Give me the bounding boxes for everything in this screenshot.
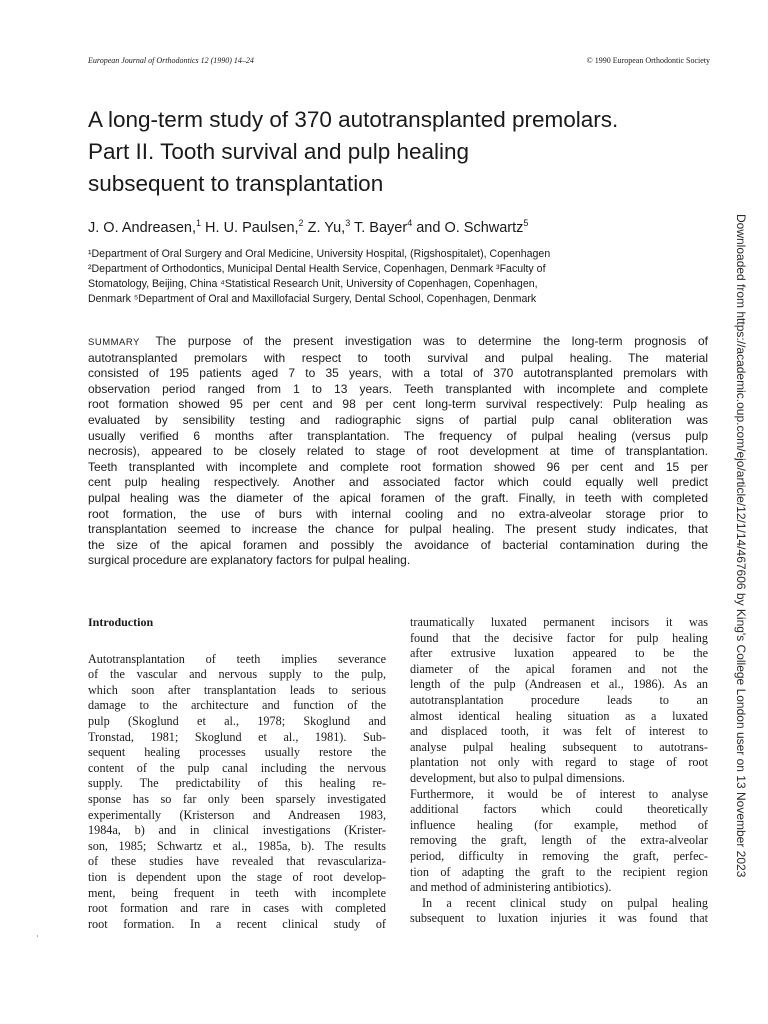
body-line: 1984a, b) and in clinical investigations (Krister- (88, 823, 386, 838)
section-heading-introduction: Introduction (88, 615, 154, 629)
summary-line: usually verified 6 months after transplantation. The frequency of pulpal healing (versus pulp (88, 428, 708, 443)
body-line: experimentally (Kristerson and Andreasen 1983, (88, 807, 386, 822)
body-line: Furthermore, it would be of interest to analyse (410, 786, 708, 801)
author-affiliation-mark: 4 (407, 218, 413, 228)
author-list (88, 218, 708, 236)
body-line: ment, being frequent in teeth with incomplete (88, 885, 386, 900)
author-affiliation-mark: 5 (523, 218, 529, 228)
author-name: H. U. Paulsen, (201, 219, 299, 236)
body-line: tion is dependent upon the stage of root develop- (88, 869, 386, 884)
summary-line: root formation, the use of burs with internal cooling and no extra-alveolar storage prior to (88, 506, 708, 521)
article-title (88, 104, 728, 200)
margin-mark: · (36, 932, 39, 941)
left-column (88, 615, 386, 932)
summary-line: root formation showed 95 per cent and 98 per cent long-term survival respectively: Pulp healing as (88, 397, 708, 412)
summary-line: autotransplanted premolars with respect to tooth survival and pulpal healing. The material (88, 350, 708, 365)
body-line: additional factors which could theoretically (410, 802, 708, 817)
body-line: pulp (Skoglund et al., 1978; Skoglund and (88, 713, 386, 728)
summary-label: SUMMARY (88, 337, 140, 348)
body-line: development, but also to pulpal dimensions. (410, 770, 625, 785)
author-name: J. O. Andreasen, (88, 219, 197, 236)
author-affiliation-mark: 3 (345, 218, 351, 228)
affiliation-line: ²Department of Orthodontics, Municipal Dental Health Service, Copenhagen, Denmark ³Faculty of (88, 263, 546, 275)
summary-line: the size of the apical foramen and possibly the avoidance of bacterial contamination during the (88, 537, 708, 552)
body-line: analyse pulpal healing subsequent to autotrans- (410, 739, 708, 754)
body-line: removing the graft, length of the extra-alveolar (410, 833, 708, 848)
summary-line: evaluated by sensibility testing and radiographic signs of partial pulp canal obliteration was (88, 412, 708, 427)
body-line: which soon after transplantation leads to serious (88, 682, 386, 697)
summary-line: necrosis), appeared to be closely related to stage of root development at time of transplantation. (88, 444, 708, 459)
body-line: Autotransplantation of teeth implies severance (88, 651, 386, 666)
summary-line: transplantation seemed to increase the chance for pulpal healing. The present study indicates, that (88, 522, 708, 537)
body-line: son, 1985; Schwartz et al., 1985a, b). The results (88, 838, 386, 853)
body-line: sponse has so far only been sparsely investigated (88, 791, 386, 806)
summary-abstract (88, 334, 708, 569)
author-name: T. Bayer (350, 219, 408, 236)
summary-line: consisted of 195 patients aged 7 to 35 years, with a total of 370 autotransplanted premolars with (88, 366, 708, 381)
summary-line: surgical procedure are explanatory factors for pulpal healing. (88, 553, 411, 568)
body-line: after extrusive luxation appeared to be the (410, 646, 708, 661)
summary-line: pulpal healing was the diameter of the apical foramen of the graft. Finally, in teeth with completed (88, 490, 708, 505)
body-line: of the vascular and nervous supply to the pulp, (88, 667, 386, 682)
body-line: In a recent clinical study on pulpal healing (422, 895, 708, 910)
affiliation-line: Stomatology, Beijing, China ⁴Statistical Research Unit, University of Copenhagen, Copenhagen, (88, 278, 538, 290)
body-line: and method of administering antibiotics). (410, 880, 612, 895)
summary-text: The purpose of the present investigation was to determine the long-term prognosis of (155, 334, 709, 348)
body-line: diameter of the apical foramen and not the (410, 661, 708, 676)
body-line: autotransplantation procedure leads to an (410, 692, 708, 707)
body-paragraph (88, 652, 386, 933)
body-line: found that the decisive factor for pulp healing (410, 630, 708, 645)
body-line: tion of adapting the graft to the recipient region (410, 864, 708, 879)
affiliation-line: ¹Department of Oral Surgery and Oral Medicine, University Hospital, (Rigshospitalet), Copenhagen (88, 248, 551, 260)
right-column (410, 615, 708, 927)
download-watermark: Downloaded from https://academic.oup.com/ejo/article/12/1/14/467606 by King's College London user on 13 November 2023 (734, 214, 748, 878)
affiliations (88, 247, 698, 307)
summary-line (88, 334, 708, 351)
affiliation-line: Denmark ⁵Department of Oral and Maxillofacial Surgery, Dental School, Copenhagen, Denmark (88, 293, 537, 305)
copyright-notice: © 1990 European Orthodontic Society (586, 56, 710, 65)
title-line: subsequent to transplantation (88, 171, 384, 196)
body-line: supply. The predictability of this healing re- (88, 776, 386, 791)
body-line: plantation not only with regard to stage of root (410, 755, 708, 770)
body-line: Tronstad, 1981; Skoglund et al., 1981). Sub- (88, 729, 386, 744)
body-line: period, difficulty in removing the graft, perfec- (410, 848, 708, 863)
title-line: Part II. Tooth survival and pulp healing (88, 139, 470, 164)
body-line: subsequent to luxation injuries it was found that (410, 911, 708, 926)
body-line: root formation and rare in cases with completed (88, 901, 386, 916)
body-line: sequent healing processes usually restore the (88, 745, 386, 760)
body-line: almost identical healing situation as a luxated (410, 708, 708, 723)
body-line: and displaced tooth, it was felt of interest to (410, 724, 708, 739)
summary-line: cent pulp healing respectively. Another and associated factor which could equally well predict (88, 475, 708, 490)
running-head (88, 56, 710, 70)
body-line: of these studies have revealed that revasculariza- (88, 854, 386, 869)
title-line: A long-term study of 370 autotransplanted premolars. (88, 107, 619, 132)
summary-line: observation period ranged from 1 to 13 years. Teeth transplanted with incomplete and complete (88, 381, 708, 396)
body-line: length of the pulp (Andreasen et al., 1986). As an (410, 677, 708, 692)
author-affiliation-mark: 1 (196, 218, 202, 228)
body-line: traumatically luxated permanent incisors it was (410, 615, 708, 629)
body-line: content of the pulp canal including the nervous (88, 760, 386, 775)
body-line: root formation. In a recent clinical study of (88, 916, 386, 931)
body-line: influence healing (for example, method of (410, 817, 708, 832)
summary-line: Teeth transplanted with incomplete and complete root formation showed 96 per cent and 15 per (88, 459, 708, 474)
body-line: damage to the architecture and function of the (88, 698, 386, 713)
author-name: and O. Schwartz (412, 219, 524, 236)
author-name: Z. Yu, (303, 219, 346, 236)
author-affiliation-mark: 2 (298, 218, 304, 228)
journal-citation: European Journal of Orthodontics 12 (1990) 14–24 (88, 56, 254, 65)
